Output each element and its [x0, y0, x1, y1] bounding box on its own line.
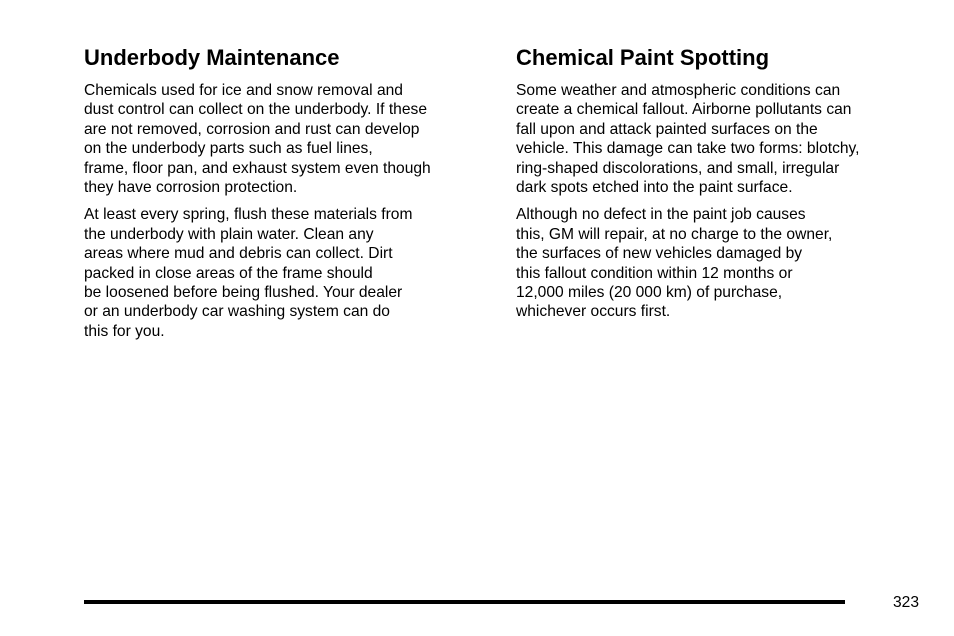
- text-line: areas where mud and debris can collect. Dirt: [84, 245, 393, 263]
- text-line: this, GM will repair, at no charge to the owner,: [516, 225, 833, 243]
- text-line: are not removed, corrosion and rust can develop: [84, 120, 420, 138]
- text-line: Chemicals used for ice and snow removal and: [84, 82, 403, 99]
- text-line: this for you.: [84, 322, 165, 340]
- text-line: Some weather and atmospheric conditions can: [516, 82, 841, 99]
- text-line: packed in close areas of the frame should: [84, 264, 373, 282]
- footer-rule: [84, 600, 845, 604]
- chemical-paint-spotting-section: [516, 44, 916, 330]
- text-line: the surfaces of new vehicles damaged by: [516, 245, 803, 263]
- text-line: fall upon and attack painted surfaces on the: [516, 120, 818, 138]
- text-line: dark spots etched into the paint surface.: [516, 179, 793, 197]
- paragraph: [84, 205, 494, 341]
- paragraph: [516, 81, 916, 197]
- text-line: create a chemical fallout. Airborne pollutants can: [516, 101, 852, 119]
- text-line: the underbody with plain water. Clean any: [84, 225, 374, 243]
- text-line: be loosened before being flushed. Your dealer: [84, 284, 403, 302]
- text-line: this fallout condition within 12 months or: [516, 264, 793, 282]
- text-line: they have corrosion protection.: [84, 179, 298, 197]
- text-line: or an underbody car washing system can do: [84, 303, 390, 321]
- text-line: whichever occurs first.: [516, 303, 671, 321]
- text-line: dust control can collect on the underbody. If these: [84, 101, 427, 119]
- paragraph: [84, 81, 494, 197]
- paragraph: [516, 205, 916, 321]
- text-line: on the underbody parts such as fuel lines,: [84, 140, 373, 158]
- section-heading-underbody-maintenance: Underbody Maintenance: [84, 45, 340, 70]
- text-line: vehicle. This damage can take two forms: blotchy,: [516, 140, 860, 158]
- page-number: 323: [892, 594, 919, 611]
- text-line: At least every spring, flush these materials from: [84, 206, 413, 224]
- underbody-maintenance-section: [84, 44, 494, 349]
- text-line: 12,000 miles (20 000 km) of purchase,: [516, 284, 783, 302]
- text-line: Although no defect in the paint job causes: [516, 206, 806, 224]
- text-line: frame, floor pan, and exhaust system even though: [84, 159, 431, 177]
- text-line: ring-shaped discolorations, and small, irregular: [516, 159, 840, 177]
- section-heading-chemical-paint-spotting: Chemical Paint Spotting: [516, 45, 770, 70]
